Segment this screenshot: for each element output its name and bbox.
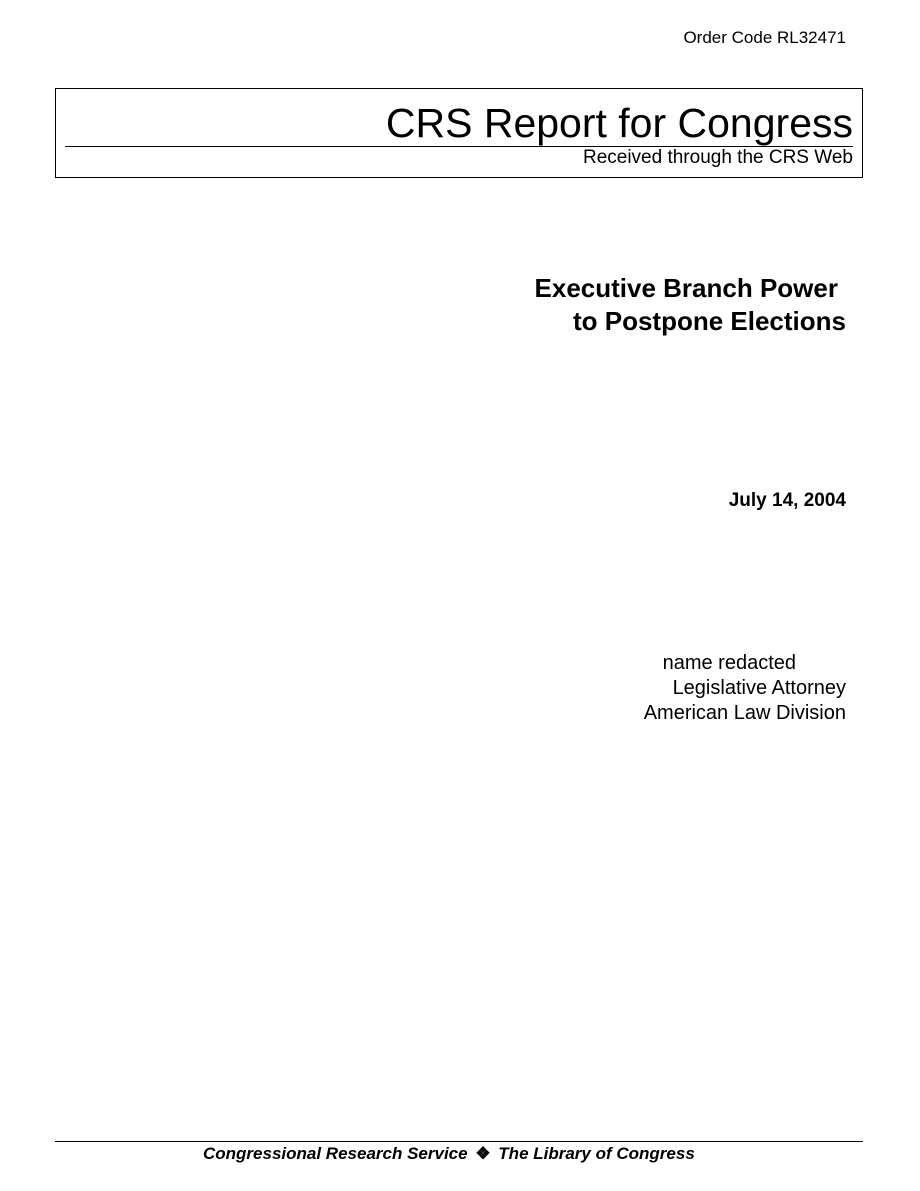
author-position: Legislative Attorney: [672, 677, 846, 699]
masthead-title: CRS Report for Congress: [385, 100, 853, 146]
author-division: American Law Division: [643, 702, 846, 724]
footer-divider: [55, 1141, 863, 1142]
report-title-line-1: Executive Branch Power: [534, 273, 838, 303]
diamond-separator-icon: ❖: [475, 1144, 491, 1163]
order-code: Order Code RL32471: [683, 28, 846, 47]
report-title-line-2: to Postpone Elections: [572, 306, 846, 336]
author-block: [644, 651, 846, 726]
footer-library: The Library of Congress: [498, 1144, 695, 1163]
author-name: name redacted: [662, 652, 796, 674]
masthead-subtitle: Received through the CRS Web: [582, 147, 853, 168]
report-title: [535, 272, 846, 338]
report-date: July 14, 2004: [728, 490, 846, 511]
footer-agency: Congressional Research Service: [203, 1144, 468, 1163]
masthead-box: [55, 88, 863, 178]
